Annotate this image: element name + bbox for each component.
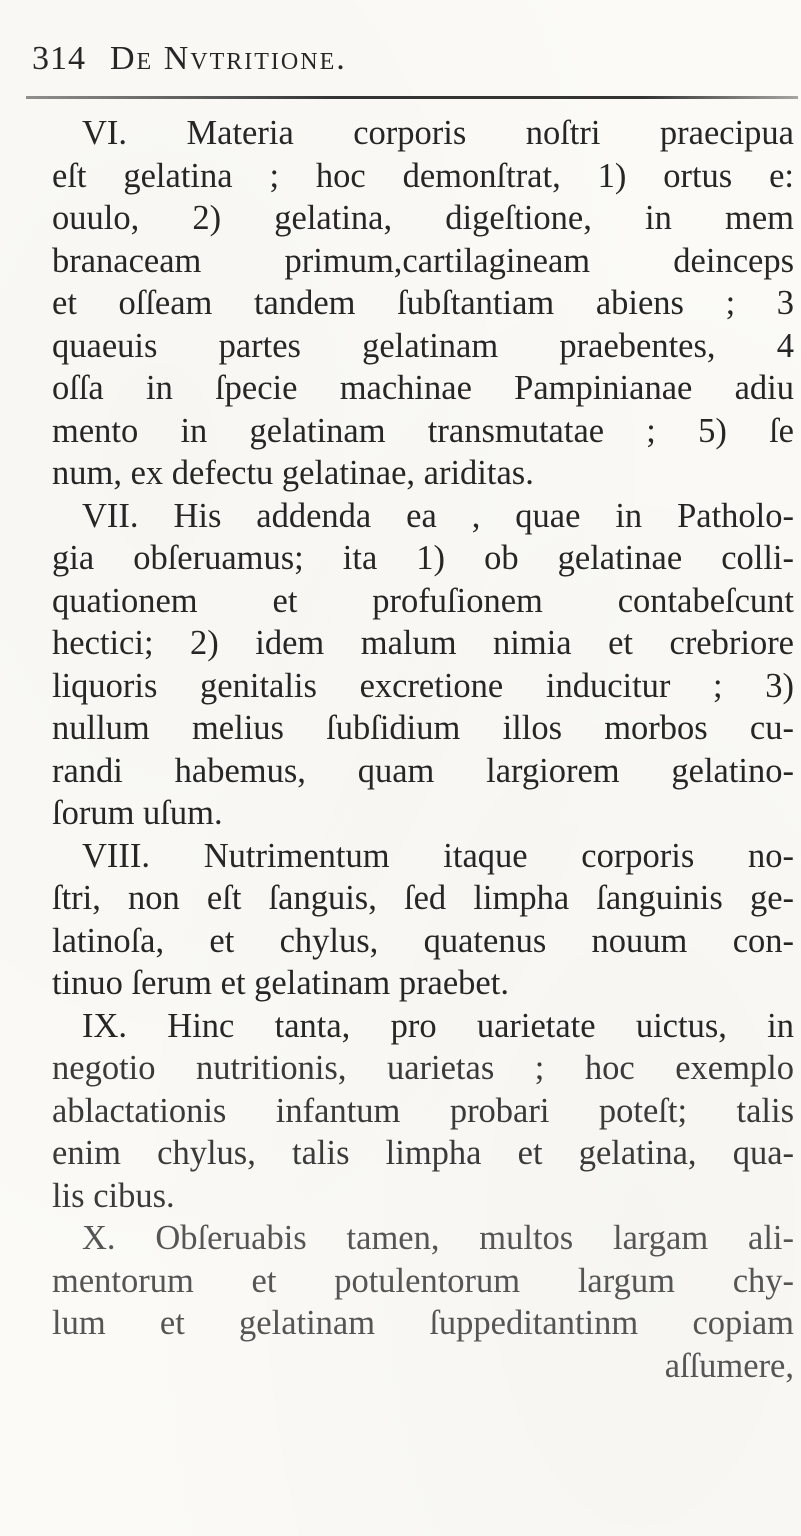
text-line: IX. Hinc tanta, pro uarietate uictus, in [82,1006,794,1045]
text-line: num, ex defectu gelatinae, ariditas. [52,454,534,492]
text-line: gia obſeruamus; ita 1) ob gelatinae colli- [52,539,794,577]
text-line: ouulo, 2) gelatina, digeſtione, in mem [52,199,794,237]
text-line: mento in gelatinam transmutatae ; 5) ſe [52,411,794,450]
text-line: et oſſeam tandem ſubſtantiam abiens ; 3 [52,284,794,322]
running-title: De Nvtritione. [110,40,347,77]
text-line: tinuo ſerum et gelatinam praebet. [52,964,509,1002]
text-line: ſorum uſum. [52,794,223,832]
header-rule [26,96,798,99]
text-line: hectici; 2) idem malum nimia et crebriore [52,624,794,662]
text-line: branaceam primum,cartilagineam deinceps [52,241,794,280]
text-line: liquoris genitalis excretione inducitur ; 3) [52,666,794,705]
text-line: quationem et profuſionem contabeſcunt [52,581,794,620]
text-line: enim chylus, talis limpha et gelatina, qua- [52,1134,794,1172]
text-line: nullum melius ſubſidium illos morbos cu- [52,709,794,747]
text-line: mentorum et potulentorum largum chy- [52,1261,794,1300]
text-line: quaeuis partes gelatinam praebentes, 4 [52,326,794,365]
text-line: aſſumere, [664,1346,794,1385]
text-line: eſt gelatina ; hoc demonſtrat, 1) ortus e: [52,156,794,195]
body-text [52,112,794,1387]
text-line: oſſa in ſpecie machinae Pampinianae adiu [52,369,794,407]
text-line: latinoſa, et chylus, quatenus nouum con- [52,921,794,960]
text-line: VI. Materia corporis noſtri praecipua [82,114,794,152]
text-line: randi habemus, quam largiorem gelatino- [52,751,794,790]
text-line: X. Obſeruabis tamen, multos largam ali- [82,1219,794,1257]
text-line: ſtri, non eſt ſanguis, ſed limpha ſanguinis ge- [52,879,794,917]
text-line: lis cibus. [52,1176,175,1215]
page-number: 314 [32,40,86,77]
text-line: VIII. Nutrimentum itaque corporis no- [82,836,794,875]
text-line: negotio nutritionis, uarietas ; hoc exemplo [52,1049,794,1087]
text-line: VII. His addenda ea , quae in Patholo- [82,496,794,535]
running-header [32,40,792,90]
text-line: ablactationis infantum probari poteſt; talis [52,1091,794,1130]
text-line: lum et gelatinam ſuppeditantinm copiam [52,1304,794,1342]
